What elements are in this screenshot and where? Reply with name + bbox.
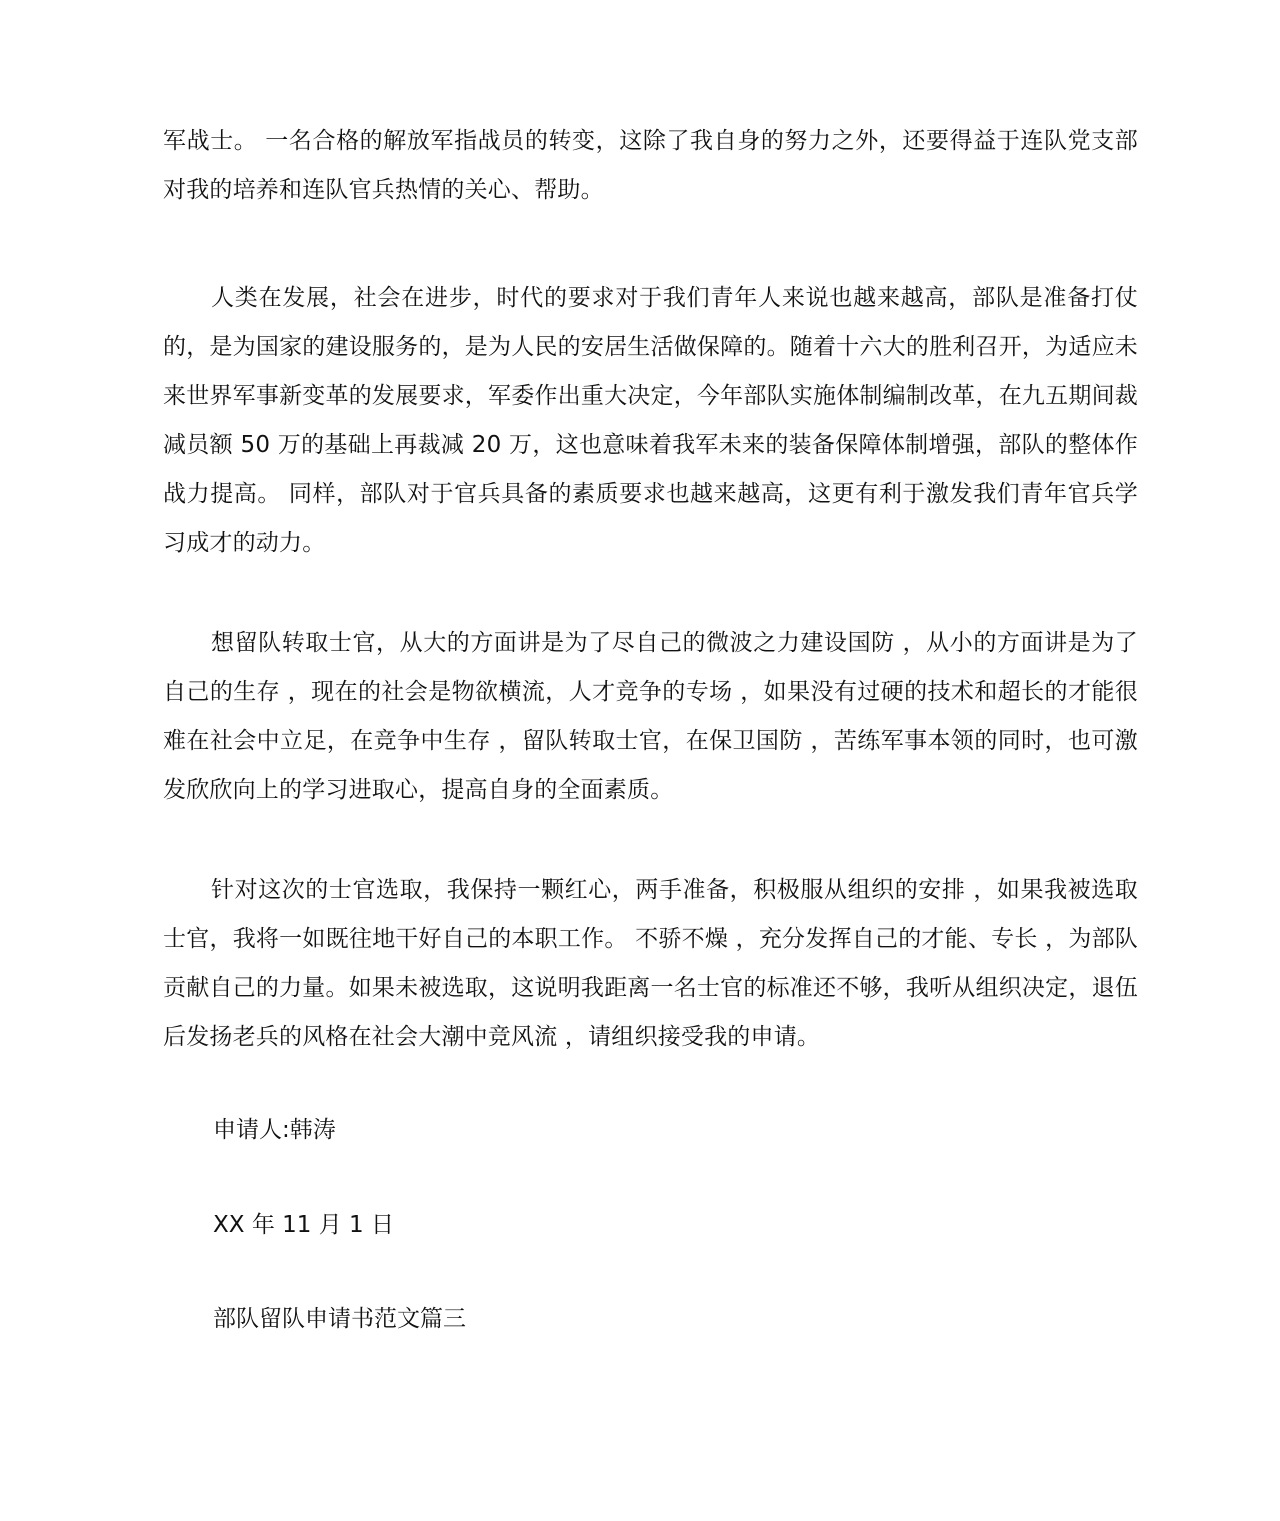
paragraph-2: 人类在发展，社会在进步，时代的要求对于我们青年人来说也越来越高，部队是准备打仗的，是为国家的建设服务的，是为人民的安居生活做保障的。随着十六大的胜利召开，为适应未来世界军事新变革的发展要求，军委作出重大决定，今年部队实施体制编制改革，在九五期间裁减员额 50 万的基础上再裁减 20 万，这也意味着我军未来的装备保障体制增强，部队的整体作战力提高。 同样，部队对于官兵具备的素质要求也越来越高，这更有利于激发我们青年官兵学习成才的动力。 (163, 285, 1138, 556)
date-line: XX 年 11 月 1 日 (213, 1212, 394, 1238)
section-heading: 部队留队申请书范文篇三 (213, 1306, 466, 1332)
paragraph-1: 军战士。 一名合格的解放军指战员的转变，这除了我自身的努力之外，还要得益于连队党支部对我的培养和连队官兵热情的关心、帮助。 (163, 128, 1138, 203)
paragraph-3: 想留队转取士官，从大的方面讲是为了尽自己的微波之力建设国防 ，从小的方面讲是为了自己的生存 ，现在的社会是物欲横流，人才竞争的专场 ，如果没有过硬的技术和超长的才能很难在社会中立足，在竞争中生存 ，留队转取士官，在保卫国防 ，苦练军事本领的同时，也可激发欣欣向上的学习进取心，提高自身的全面素质。 (163, 630, 1138, 803)
applicant-signature: 申请人:韩涛 (213, 1117, 336, 1143)
paragraph-4: 针对这次的士官选取，我保持一颗红心，两手准备，积极服从组织的安排 ，如果我被选取士官，我将一如既往地干好自己的本职工作。 不骄不燥 ，充分发挥自己的才能、专长 ，为部队贡献自己的力量。如果未被选取，这说明我距离一名士官的标准还不够，我听从组织决定，退伍后发扬老兵的风格在社会大潮中竞风流 ，请组织接受我的申请。 (163, 877, 1138, 1050)
